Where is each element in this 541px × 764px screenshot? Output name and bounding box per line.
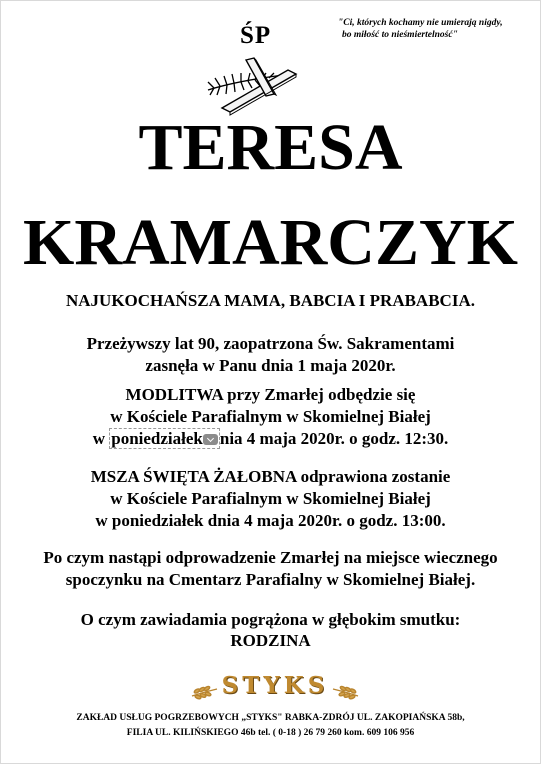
deceased-first-name: TERESA xyxy=(138,111,403,184)
death-notice-line-1: Przeżywszy lat 90, zaopatrzona Św. Sakramentami xyxy=(86,334,455,353)
prayer-line-1: MODLITWA przy Zmarłej odbędzie się xyxy=(125,385,416,404)
quote-line-1: "Ci, których kochamy nie umierają nigdy, xyxy=(338,18,503,28)
closing-line-1: O czym zawiadamia pogrążona w głębokim smutku: xyxy=(80,610,461,629)
subtitle: NAJUKOCHAŃSZA MAMA, BABCIA I PRABABCIA. xyxy=(66,291,475,310)
death-notice-line-2: zasnęła w Panu dnia 1 maja 2020r. xyxy=(145,356,396,375)
styks-logo xyxy=(190,672,360,706)
date-word: poniedziałek xyxy=(111,429,203,448)
prayer-line-3-prefix: w xyxy=(92,429,110,448)
prayer-line-2: w Kościele Parafialnym w Skomielnej Białej xyxy=(110,407,431,426)
mass-line-1: MSZA ŚWIĘTA ŻAŁOBNA odprawiona zostanie xyxy=(90,467,451,486)
burial-line-1: Po czym nastąpi odprowadzenie Zmarłej na miejsce wiecznego xyxy=(43,548,498,567)
quote-line-2: bo miłość to nieśmiertelność" xyxy=(342,30,458,40)
prayer-line-3-rest: nia 4 maja 2020r. o godz. 12:30. xyxy=(219,429,449,448)
quote xyxy=(338,17,534,41)
footer-line-1: ZAKŁAD USŁUG POGRZEBOWYCH „STYKS" RABKA-ZDRÓJ UL. ZAKOPIAŃSKA 58b, xyxy=(76,713,465,723)
logo-text: STYKS xyxy=(221,672,329,699)
burial-line-2: spoczynku na Cmentarz Parafialny w Skomielnej Białej. xyxy=(65,570,476,589)
dropdown-chip-icon[interactable] xyxy=(203,434,218,445)
mass-line-3: w poniedziałek dnia 4 maja 2020r. o godz. 13:00. xyxy=(95,511,446,530)
sp-mark: ŚP xyxy=(240,22,272,49)
wheat-icon xyxy=(190,678,218,700)
wheat-icon xyxy=(332,678,360,700)
cross-with-palm-icon xyxy=(200,50,302,116)
deceased-last-name: KRAMARCZYK xyxy=(23,206,518,279)
closing-signature: RODZINA xyxy=(230,631,311,650)
prayer-line-3 xyxy=(0,428,541,449)
date-word-chip[interactable] xyxy=(109,428,220,449)
footer-line-2: FILIA UL. KILIŃSKIEGO 46b tel. ( 0-18 ) 26 79 260 kom. 609 106 956 xyxy=(126,728,415,738)
mass-line-2: w Kościele Parafialnym w Skomielnej Białej xyxy=(110,489,431,508)
